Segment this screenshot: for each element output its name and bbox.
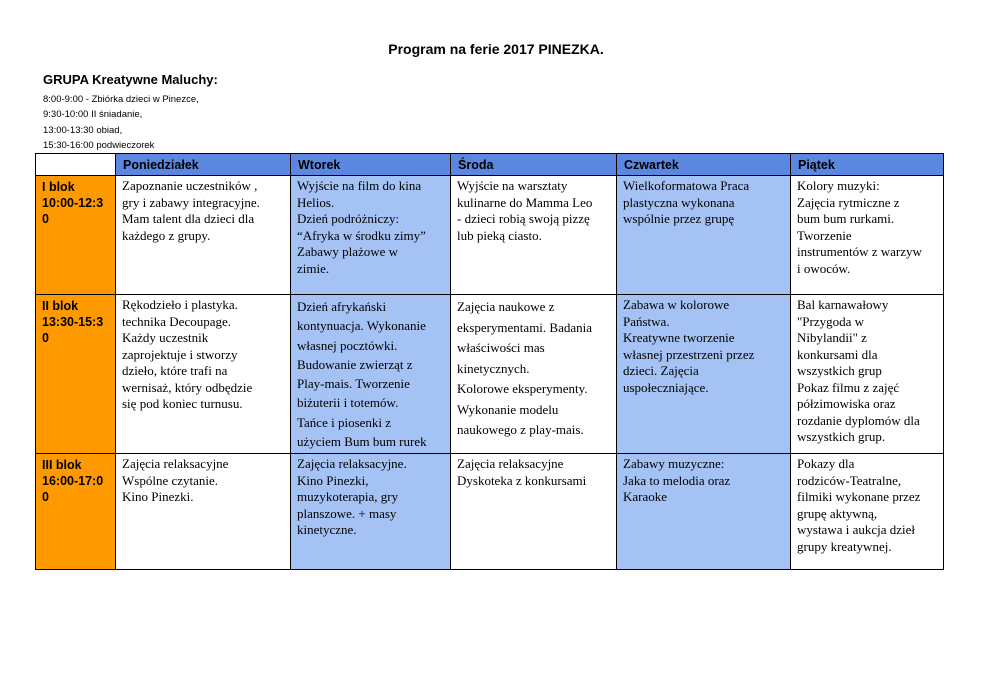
block-time-end: 0: [42, 212, 49, 226]
header-corner: [36, 154, 116, 176]
activity-line: Kolorowe eksperymenty.: [457, 381, 588, 396]
activity-line: Zapoznanie uczestników ,: [122, 178, 258, 193]
block-time: 13:30-15:3: [42, 315, 104, 329]
activity-line: Tworzenie: [797, 227, 852, 243]
activity-line: dzieci. Zajęcia: [623, 363, 699, 378]
activity-line: Zajęcia rytmiczne z: [797, 194, 900, 210]
block-label: [36, 176, 116, 295]
activity-cell: [617, 454, 791, 570]
day-header-wednesday: Środa: [451, 154, 617, 176]
group-heading: GRUPA Kreatywne Maluchy:: [43, 72, 218, 87]
day-header-thursday: Czwartek: [617, 154, 791, 176]
activity-line: wszystkich grup: [797, 363, 882, 378]
activity-line: muzykoterapia, gry: [297, 489, 399, 505]
block-label: [36, 295, 116, 454]
day-header-friday: Piątek: [791, 154, 944, 176]
activity-line: konkursami dla: [797, 346, 878, 362]
activity-line: plastyczna wykonana: [623, 194, 735, 210]
activity-line: lub pieką ciasto.: [457, 227, 542, 243]
activity-line: każdego z grupy.: [122, 227, 211, 243]
schedule-line: 15:30-16:00 podwieczorek: [43, 139, 155, 151]
block-name: I blok: [42, 180, 75, 194]
activity-line: Wielkoformatowa Praca: [623, 178, 750, 193]
schedule-line: 9:30-10:00 II śniadanie,: [43, 109, 143, 121]
activity-line: kontynuacja. Wykonanie: [297, 318, 426, 334]
program-table: [35, 153, 944, 570]
activity-line: grupy kreatywnej.: [797, 538, 892, 554]
activity-cell: [116, 295, 291, 454]
activity-line: - dzieci robią swoją pizzę: [457, 211, 590, 226]
activity-line: naukowego z play-mais.: [457, 422, 584, 437]
activity-line: Bal karnawałowy: [797, 297, 889, 312]
activity-line: kulinarne do Mamma Leo: [457, 194, 593, 210]
activity-line: i owoców.: [797, 260, 851, 276]
activity-line: Kino Pinezki.: [122, 489, 194, 505]
activity-line: gry i zabawy integracyjne.: [122, 194, 260, 210]
activity-line: zaprojektuje i stworzy: [122, 346, 238, 362]
activity-line: Rękodzieło i plastyka.: [122, 297, 238, 312]
activity-line: Nibylandii" z: [797, 330, 867, 345]
block-name: II blok: [42, 299, 79, 313]
activity-line: Zajęcia relaksacyjne: [122, 456, 229, 472]
activity-line: Dzień podróżniczy:: [297, 211, 400, 226]
block-time: 10:00-12:3: [42, 196, 104, 210]
activity-line: Zabawy plażowe w: [297, 244, 399, 259]
activity-line: eksperymentami. Badania: [457, 319, 593, 335]
block-time-end: 0: [42, 331, 49, 345]
activity-line: Dzień afrykański: [297, 299, 387, 314]
activity-cell: [791, 454, 944, 570]
activity-line: własnej przestrzeni przez: [623, 346, 755, 362]
activity-line: wystawa i aukcja dzieł: [797, 522, 916, 538]
activity-cell: [451, 454, 617, 570]
activity-line: kinetyczne.: [297, 522, 357, 538]
activity-line: Pokaz filmu z zajęć: [797, 379, 900, 395]
activity-cell: [291, 454, 451, 570]
activity-line: użyciem Bum bum rurek: [297, 434, 427, 450]
activity-line: Karaoke: [623, 489, 668, 505]
activity-line: Zajęcia naukowe z: [457, 299, 555, 314]
activity-line: planszowe. + masy: [297, 505, 397, 521]
activity-line: Państwa.: [623, 313, 670, 329]
activity-cell: [617, 176, 791, 295]
block-time-end: 0: [42, 490, 49, 505]
activity-line: uspołeczniające.: [623, 379, 709, 395]
activity-line: biżuterii i totemów.: [297, 395, 399, 411]
activity-line: Zabawy muzyczne:: [623, 456, 725, 472]
activity-line: wspólnie przez grupę: [623, 211, 735, 226]
activity-line: Wykonanie modelu: [457, 401, 559, 417]
activity-line: Helios.: [297, 194, 335, 210]
table-row: [36, 176, 944, 295]
activity-line: dzieło, które trafi na: [122, 363, 228, 378]
activity-line: Każdy uczestnik: [122, 330, 209, 345]
activity-line: wszystkich grup.: [797, 429, 886, 444]
activity-line: bum bum rurkami.: [797, 211, 895, 226]
day-header-monday: Poniedziałek: [116, 154, 291, 176]
activity-cell: [116, 176, 291, 295]
activity-line: Dyskoteka z konkursami: [457, 472, 587, 488]
activity-line: zimie.: [297, 260, 330, 276]
activity-line: filmiki wykonane przez: [797, 489, 921, 505]
activity-cell: [116, 454, 291, 570]
activity-cell: [791, 176, 944, 295]
activity-cell: [291, 176, 451, 295]
activity-line: półzimowiska oraz: [797, 396, 896, 411]
activity-line: Pokazy dla: [797, 456, 855, 472]
activity-line: właściwości mas: [457, 340, 545, 355]
table-row: [36, 454, 944, 570]
block-name: III blok: [42, 458, 82, 473]
activity-line: wernisaż, który odbędzie: [122, 379, 253, 395]
activity-cell: [791, 295, 944, 454]
activity-line: “Afryka w środku zimy”: [297, 227, 426, 243]
activity-line: rozdanie dyplomów dla: [797, 412, 920, 428]
activity-cell: [291, 295, 451, 454]
activity-line: Kolory muzyki:: [797, 178, 880, 193]
activity-line: kinetycznych.: [457, 360, 530, 376]
activity-line: własnej pocztówki.: [297, 337, 398, 353]
activity-line: Jaka to melodia oraz: [623, 472, 731, 488]
activity-cell: [617, 295, 791, 454]
activity-cell: [451, 295, 617, 454]
activity-line: Wyjście na warsztaty: [457, 178, 568, 193]
activity-line: Wspólne czytanie.: [122, 472, 219, 488]
table-row: [36, 295, 944, 454]
activity-line: instrumentów z warzyw: [797, 244, 922, 259]
activity-line: grupę aktywną,: [797, 505, 878, 521]
activity-line: Play-mais. Tworzenie: [297, 376, 410, 392]
activity-line: rodziców-Teatralne,: [797, 472, 902, 488]
activity-cell: [451, 176, 617, 295]
block-time: 16:00-17:0: [42, 474, 104, 489]
activity-line: Zajęcia relaksacyjne: [457, 456, 564, 472]
daily-schedule: [43, 92, 199, 153]
activity-line: Tańce i piosenki z: [297, 414, 392, 430]
activity-line: Budowanie zwierząt z: [297, 356, 413, 372]
activity-line: technika Decoupage.: [122, 313, 232, 329]
activity-line: "Przygoda w: [797, 313, 865, 329]
page-title: Program na ferie 2017 PINEZKA.: [388, 41, 604, 57]
schedule-line: 8:00-9:00 - Zbiórka dzieci w Pinezce,: [43, 94, 199, 105]
day-header-tuesday: Wtorek: [291, 154, 451, 176]
activity-line: Zajęcia relaksacyjne.: [297, 456, 407, 472]
block-label: [36, 454, 116, 570]
activity-line: Wyjście na film do kina: [297, 178, 422, 193]
activity-line: Zabawa w kolorowe: [623, 297, 730, 312]
activity-line: się pod koniec turnusu.: [122, 396, 243, 411]
activity-line: Kreatywne tworzenie: [623, 330, 735, 345]
table-header-row: [36, 154, 944, 176]
schedule-line: 13:00-13:30 obiad,: [43, 124, 123, 136]
activity-line: Mam talent dla dzieci dla: [122, 211, 255, 226]
activity-line: Kino Pinezki,: [297, 472, 369, 488]
